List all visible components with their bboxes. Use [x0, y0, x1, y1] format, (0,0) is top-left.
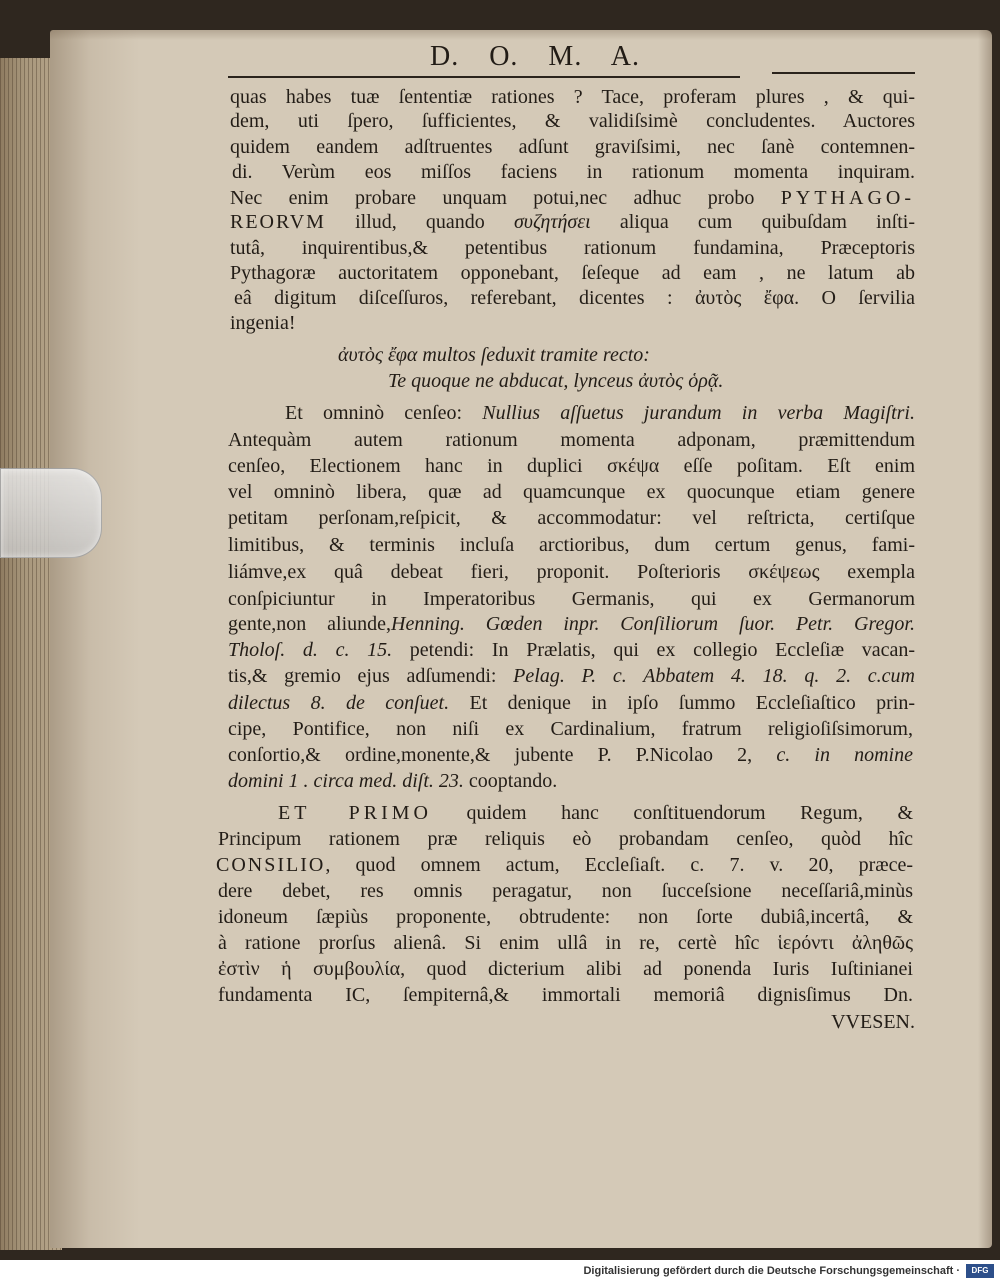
- funding-credit: Digitalisierung gefördert durch die Deutsche Forschungsgemeinschaft ·: [583, 1265, 960, 1277]
- text-line: [228, 559, 915, 585]
- citation: dilectus 8. de conſuet.: [228, 692, 450, 714]
- text-line: [285, 400, 915, 426]
- text-segment: ἀυτὸς ἔφα multos ſeduxit tramite recto:: [338, 344, 650, 366]
- head-rule: [772, 72, 915, 74]
- text-segment: quas habes tuæ ſententiæ rationes ? Tace, proferam plures , & qui-: [230, 86, 915, 108]
- text-segment: dere debet, res omnis peragatur, non ſucceſsione neceſſariâ,minùs: [218, 880, 913, 902]
- text-segment: tutâ, inquirentibus,& petentibus rationum fundamina, Præceptoris: [230, 237, 915, 259]
- text-segment: Pythagoræ auctoritatem opponebant, ſeſeque ad eam , ne latum ab: [230, 262, 915, 284]
- greek-word: συζητήσει: [513, 211, 591, 233]
- text-line: [228, 586, 915, 612]
- text-segment: dem, uti ſpero, ſufficientes, & validiſsimè concludentes. Auctores: [230, 110, 915, 132]
- text-segment: idoneum ſæpiùs proponente, obtrudente: non ſorte dubiâ,incertâ, &: [218, 906, 913, 928]
- text-segment: di. Verùm eos miſſos faciens in rationum momenta inquiram.: [232, 161, 915, 183]
- citation: domini 1 . circa med. diſt. 23.: [228, 770, 464, 792]
- text-segment: ingenia!: [230, 312, 296, 334]
- citation: Tholoſ. d. c. 15.: [228, 639, 393, 661]
- text-line: [278, 800, 913, 826]
- text-segment: petitam perſonam,reſpicit, & accommodatur: vel reſtricta, certiſque: [228, 507, 915, 529]
- text-segment: aliqua cum quibuſdam inſti-: [590, 211, 916, 233]
- text-segment: fundamenta IC, ſempiternâ,& immortali memoriâ dignisſimus Dn.: [218, 984, 913, 1006]
- text-segment: Nec enim probare unquam potui,nec adhuc probo: [230, 187, 781, 209]
- text-segment: ET PRIMO: [278, 802, 432, 824]
- text-line: [228, 768, 913, 794]
- text-segment: CONSILIO: [216, 854, 326, 876]
- running-head: D. O. M. A.: [429, 41, 640, 72]
- text-segment: conſortio,& ordine,monente,& jubente P. P.Nicolao 2,: [228, 744, 777, 766]
- text-line: [228, 742, 913, 768]
- text-segment: quidem eandem adſtruentes adſunt graviſsimi, nec ſanè contemnen-: [230, 136, 915, 158]
- dfg-logo-icon: DFG: [966, 1264, 994, 1278]
- text-line: [228, 479, 915, 505]
- text-line: [230, 310, 915, 336]
- text-segment: ἐστὶν ἡ συμβουλία, quod dicterium alibi ad ponenda Iuris Iuſtinianei: [218, 958, 913, 980]
- text-line: [228, 611, 915, 637]
- verse-line: [338, 342, 915, 368]
- text-segment: gente,non aliunde,: [228, 613, 392, 635]
- text-line: [218, 826, 913, 852]
- verse-line: [388, 368, 915, 394]
- text-line: [218, 878, 913, 904]
- citation: c. in nomine: [776, 744, 913, 766]
- text-line: [228, 690, 915, 716]
- text-segment: petendi: In Prælatis, qui ex collegio Eccleſiæ vacan-: [392, 639, 915, 661]
- text-segment: quidem hanc conſtituendorum Regum, &: [431, 802, 914, 824]
- text-segment: eâ digitum diſceſſuros, referebant, dicentes : ἀυτὸς ἔφα. O ſervilia: [234, 287, 915, 309]
- text-segment: Antequàm autem rationum momenta adponam, præmittendum: [228, 429, 915, 451]
- text-line: [234, 285, 915, 311]
- text-line: [218, 930, 913, 956]
- text-segment: Te quoque ne abducat, lynceus ἀυτὸς ὁρᾷ.: [388, 370, 724, 392]
- text-segment: REORVM: [230, 211, 326, 233]
- catchword: [760, 1009, 915, 1035]
- text-line: [230, 260, 915, 286]
- text-segment: cenſeo, Electionem hanc in duplici σκέψα eſſe poſitam. Eſt enim: [228, 455, 915, 477]
- text-line: [232, 159, 915, 185]
- text-segment: cooptando.: [463, 770, 558, 792]
- text-line: [216, 852, 913, 878]
- text-segment: illud, quando: [325, 211, 514, 233]
- text-segment: liámve,ex quâ debeat fieri, proponit. Poſterioris σκέψεως exempla: [228, 561, 915, 583]
- text-line: [228, 663, 915, 689]
- text-line: [230, 84, 915, 110]
- text-segment: vel omninò libera, quæ ad quamcunque ex quocunque etiam genere: [228, 481, 915, 503]
- text-segment: conſpiciuntur in Imperatoribus Germanis, qui ex Germanorum: [228, 588, 915, 610]
- text-segment: tis,& gremio ejus adſumendi:: [228, 665, 514, 687]
- text-segment: VVESEN.: [831, 1011, 915, 1033]
- text-line: [218, 956, 913, 982]
- text-segment: cipe, Pontifice, non niſi ex Cardinalium, fratrum religioſiſsimorum,: [228, 718, 913, 740]
- text-segment: , quod omnem actum, Eccleſiaſt. c. 7. v. 20, præce-: [325, 854, 913, 876]
- text-segment: à ratione prorſus alienâ. Si enim ullâ in re, certè hîc ἱερόντι ἀληθῶς: [218, 932, 913, 954]
- citation: Pelag. P. c. Abbatem 4. 18. q. 2. c.cum: [513, 665, 915, 687]
- citation: Henning. Gœden inpr. Conſiliorum ſuor. Petr. Gregor.: [391, 613, 915, 635]
- text-line: [228, 637, 915, 663]
- text-line: [230, 134, 915, 160]
- text-segment: Et omninò cenſeo:: [285, 402, 483, 424]
- text-line: [228, 505, 915, 531]
- text-line: [230, 108, 915, 134]
- text-line: [218, 982, 913, 1008]
- text-segment: limitibus, & terminis incluſa arctioribus, dum certum genus, fami-: [228, 534, 915, 556]
- text-line: [228, 716, 913, 742]
- text-line: [230, 185, 915, 211]
- text-line: [230, 209, 915, 235]
- text-line: [228, 532, 915, 558]
- text-segment: Nullius aſſuetus jurandum in verba Magiſtri.: [482, 402, 915, 424]
- page-clip: [0, 468, 102, 558]
- head-rule: [228, 76, 740, 78]
- text-segment: Principum rationem præ reliquis eò probandam cenſeo, quòd hîc: [218, 828, 913, 850]
- text-line: [218, 904, 913, 930]
- text-segment: PYTHAGO-: [780, 187, 915, 209]
- scan-footer: [0, 1260, 1000, 1282]
- text-line: [228, 427, 915, 453]
- text-line: [228, 453, 915, 479]
- text-segment: Et denique in ipſo ſummo Eccleſiaſtico prin-: [449, 692, 915, 714]
- text-line: [230, 235, 915, 261]
